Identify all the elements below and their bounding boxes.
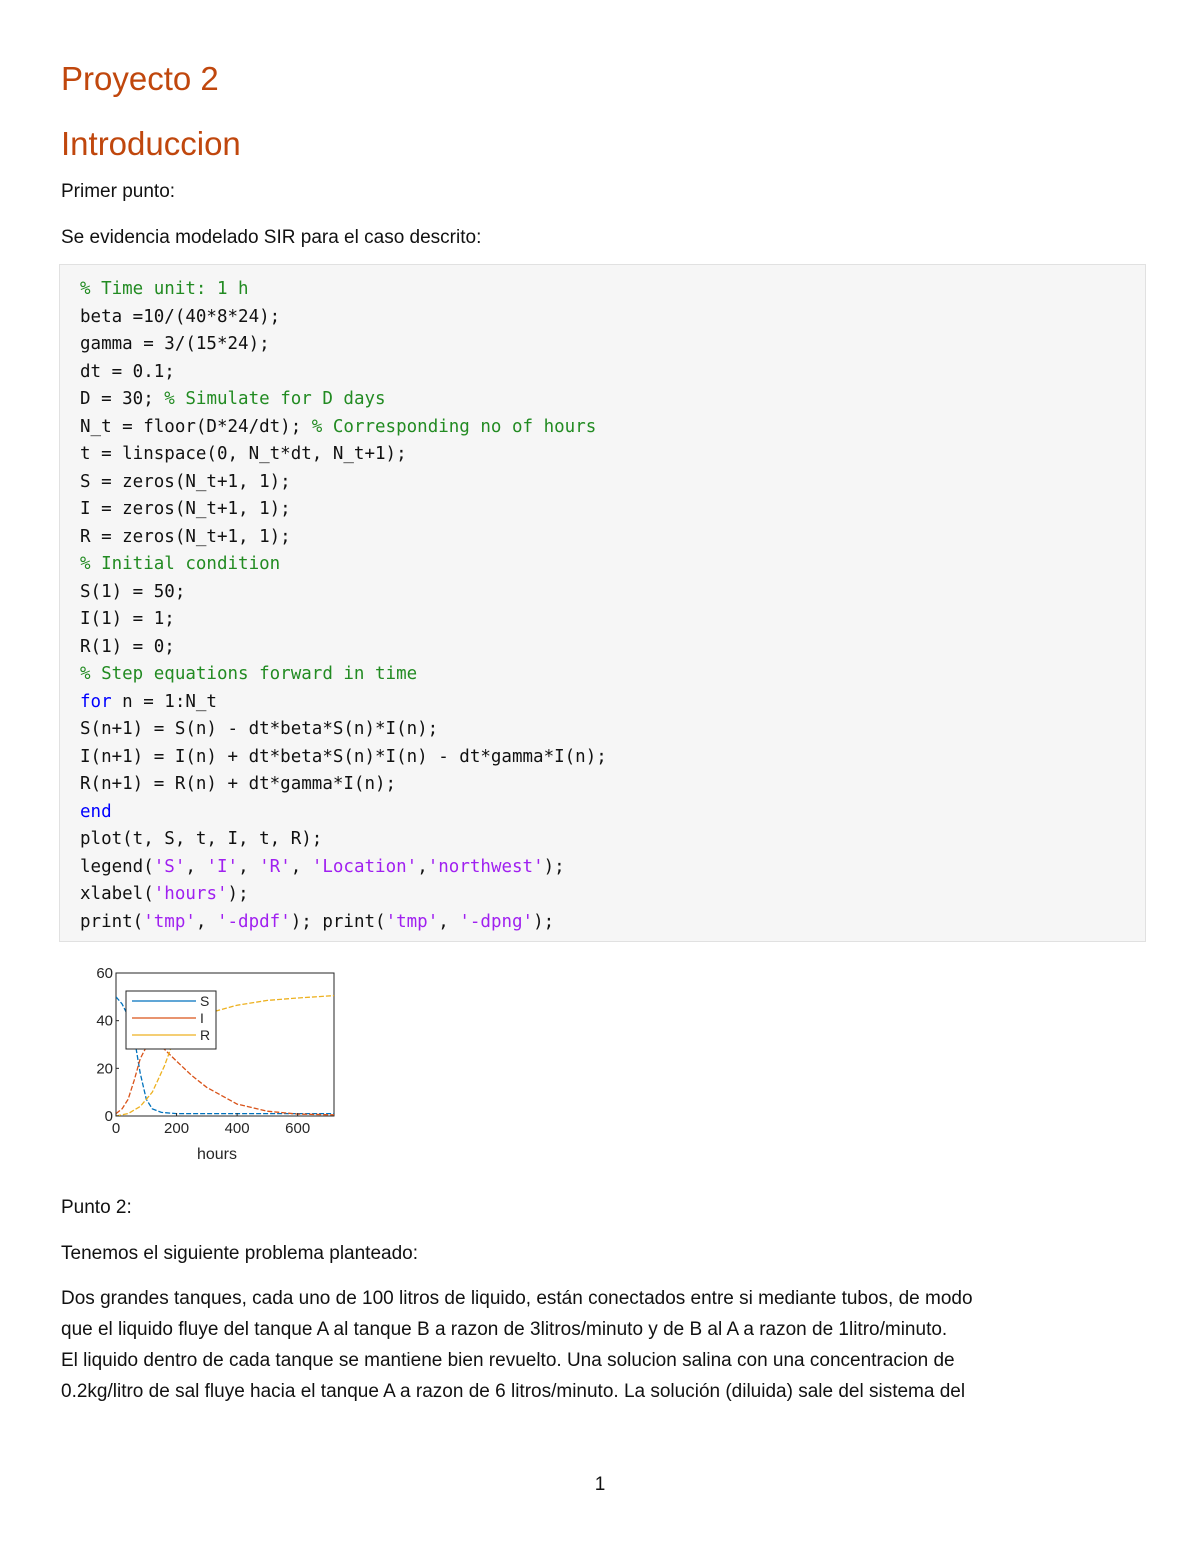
code-token: plot(t, S, t, I, t, R);	[80, 829, 323, 849]
problema-paragraph	[61, 1283, 973, 1407]
code-token: % Corresponding no of hours	[311, 416, 597, 437]
code-token: I(n+1) = I(n) + dt*beta*S(n)*I(n) - dt*gamma*I(n);	[80, 746, 607, 767]
code-token: legend(	[80, 856, 154, 877]
legend-label: I	[200, 1010, 204, 1026]
code-line	[80, 469, 1145, 497]
code-line	[80, 909, 1145, 937]
code-token: 'R'	[259, 856, 291, 877]
code-token: ,	[417, 856, 428, 877]
code-line	[80, 634, 1145, 662]
code-token: S = zeros(N_t+1, 1);	[80, 471, 291, 492]
primer-punto-text: Primer punto:	[61, 181, 176, 202]
code-token: print(	[80, 911, 144, 932]
page-title: Proyecto 2	[61, 60, 219, 97]
code-line	[80, 606, 1145, 634]
code-line	[80, 524, 1145, 552]
x-tick-label: 200	[164, 1120, 190, 1137]
code-token: 'I'	[206, 856, 239, 877]
code-token: gamma = 3/(15*24);	[80, 334, 270, 354]
code-token: 'hours'	[153, 884, 228, 904]
problema-line: Dos grandes tanques, cada uno de 100 litros de liquido, están conectados entre si mediante tubos, de modo	[61, 1288, 973, 1309]
code-token: beta =10/(40*8*24);	[80, 306, 281, 327]
code-token: I(1) = 1;	[80, 609, 175, 629]
code-token: % Initial condition	[80, 554, 281, 574]
y-tick-label: 40	[96, 1012, 113, 1030]
code-token: ); print(	[290, 911, 386, 932]
code-block	[59, 264, 1146, 942]
code-token: 'tmp'	[143, 911, 196, 932]
code-line	[80, 854, 1145, 882]
code-token: I = zeros(N_t+1, 1);	[80, 499, 291, 519]
code-token: ,	[185, 856, 207, 877]
page-number: 1	[594, 1474, 606, 1495]
code-token: R(n+1) = R(n) + dt*gamma*I(n);	[80, 774, 397, 794]
problema-line: 0.2kg/litro de sal fluye hacia el tanque A a razon de 6 litros/minuto. La solución (diluida) sale del sistema del	[61, 1381, 966, 1402]
code-token: '-dpng'	[459, 911, 534, 932]
code-token: n = 1:N_t	[111, 691, 217, 712]
code-line	[80, 414, 1145, 442]
code-token: );	[543, 856, 565, 877]
section-heading: Introduccion	[61, 125, 241, 162]
problema-line: El liquido dentro de cada tanque se mantiene bien revuelto. Una solucion salina con una concentracion de	[61, 1350, 955, 1371]
legend-label: S	[200, 993, 210, 1009]
code-token: 'tmp'	[385, 911, 439, 932]
code-token: R = zeros(N_t+1, 1);	[80, 526, 291, 547]
code-token: '-dpdf'	[216, 911, 291, 932]
code-token: N_t = floor(D*24/dt);	[80, 416, 312, 437]
code-line	[80, 579, 1145, 607]
code-line	[80, 661, 1145, 689]
code-token: % Step equations forward in time	[80, 664, 418, 684]
code-token: % Time unit: 1 h	[80, 279, 249, 299]
problema-intro-text: Tenemos el siguiente problema planteado:	[61, 1243, 419, 1264]
code-line	[80, 386, 1145, 414]
code-token: ,	[290, 856, 312, 877]
code-line	[80, 826, 1145, 854]
code-token: 'northwest'	[427, 856, 544, 877]
code-line	[80, 304, 1145, 332]
code-line	[80, 496, 1145, 524]
sir-intro-text: Se evidencia modelado SIR para el caso descrito:	[61, 227, 482, 248]
code-token: );	[227, 884, 249, 904]
code-line	[80, 276, 1145, 304]
x-axis-label: hours	[196, 1146, 238, 1163]
code-line	[80, 689, 1145, 717]
code-token: ,	[238, 856, 260, 877]
code-token: for	[80, 691, 112, 712]
code-line	[80, 551, 1145, 579]
code-token: );	[533, 911, 555, 932]
code-token: end	[80, 801, 112, 822]
code-token: R(1) = 0;	[80, 636, 175, 657]
code-line	[80, 331, 1145, 359]
code-token: xlabel(	[80, 884, 154, 904]
problema-line: que el liquido fluye del tanque A al tanque B a razon de 3litros/minuto y de B al A a razon de 1litro/minuto.	[61, 1319, 948, 1340]
code-line	[80, 799, 1145, 827]
code-line	[80, 744, 1145, 772]
x-tick-label: 0	[111, 1120, 121, 1137]
punto-2-text: Punto 2:	[61, 1197, 132, 1218]
code-token: ,	[438, 911, 460, 932]
legend-label: R	[200, 1027, 211, 1043]
y-tick-label: 20	[96, 1060, 113, 1078]
code-token: % Simulate for D days	[164, 389, 386, 409]
code-line	[80, 771, 1145, 799]
code-line	[80, 359, 1145, 387]
code-token: dt = 0.1;	[80, 361, 175, 382]
sir-plot	[86, 960, 346, 1175]
code-token: ,	[195, 911, 217, 932]
x-tick-label: 600	[285, 1120, 311, 1137]
x-tick-label: 400	[224, 1120, 250, 1137]
code-line	[80, 716, 1145, 744]
y-tick-label: 60	[96, 965, 113, 982]
code-line	[80, 881, 1145, 909]
y-tick-label: 0	[104, 1108, 113, 1125]
code-token: 'Location'	[311, 856, 418, 877]
code-token: S(1) = 50;	[80, 581, 186, 602]
code-token: t = linspace(0, N_t*dt, N_t+1);	[80, 444, 407, 464]
code-token: S(n+1) = S(n) - dt*beta*S(n)*I(n);	[80, 719, 439, 739]
code-line	[80, 441, 1145, 469]
code-token: D = 30;	[80, 389, 165, 409]
code-token: 'S'	[153, 856, 186, 877]
